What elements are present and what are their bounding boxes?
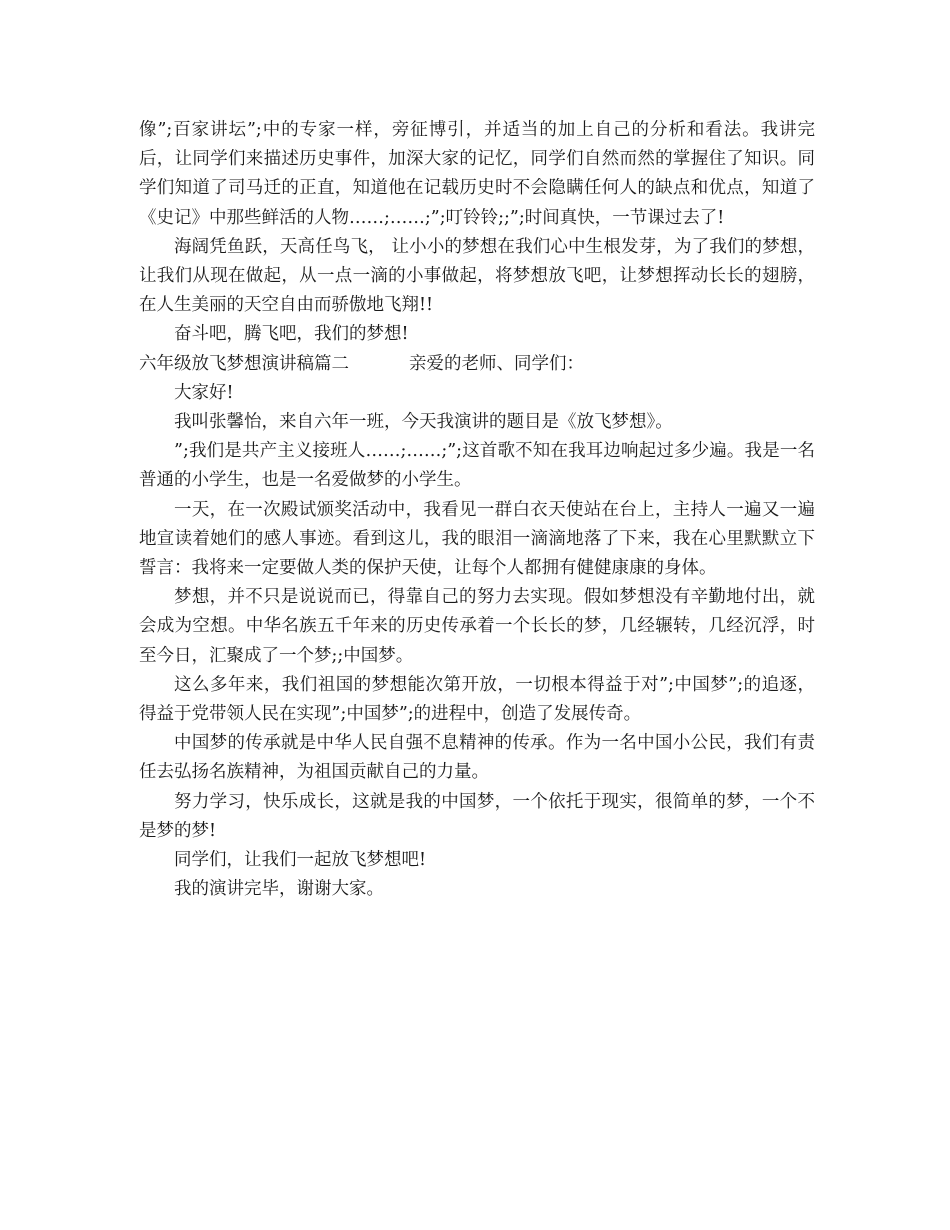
section-heading (139, 350, 815, 379)
paragraph: 努力学习，快乐成长，这就是我的中国梦，一个依托于现实，很简单的梦，一个不是梦的梦! (139, 791, 815, 841)
paragraph: 像”;百家讲坛”;中的专家一样，旁征博引，并适当的加上自己的分析和看法。我讲完后，让同学们来描述历史事件，加深大家的记忆，同学们自然而然的掌握住了知识。同学们知道了司马迁的正直，知道他在记载历史时不会隐瞒任何人的缺点和优点，知道了《史记》中那些鲜活的人物……;……;”;叮铃铃;;”;时间真快，一节课过去了! (139, 120, 815, 228)
paragraph: 我的演讲完毕，谢谢大家。 (174, 879, 384, 900)
section-title: 六年级放飞梦想演讲稿篇二 (139, 353, 349, 374)
paragraph: 大家好! (174, 382, 234, 403)
document-body (139, 116, 815, 904)
paragraph: 中国梦的传承就是中华人民自强不息精神的传承。作为一名中国小公民，我们有责任去弘扬名族精神，为祖国贡献自己的力量。 (139, 733, 815, 783)
paragraph: 一天，在一次殿试颁奖活动中，我看见一群白衣天使站在台上，主持人一遍又一遍地宣读着她们的感人事迹。看到这儿，我的眼泪一滴滴地落了下来，我在心里默默立下誓言：我将来一定要做人类的保护天使，让每个人都拥有健健康康的身体。 (139, 499, 815, 579)
paragraph: 我叫张馨怡，来自六年一班，今天我演讲的题目是《放飞梦想》。 (174, 412, 673, 433)
salutation: 亲爱的老师、同学们： (409, 353, 584, 374)
paragraph: 奋斗吧，腾飞吧，我们的梦想! (174, 324, 409, 345)
paragraph: ”;我们是共产主义接班人……;……;”;这首歌不知在我耳边响起过多少遍。我是一名普通的小学生，也是一名爱做梦的小学生。 (139, 441, 815, 491)
paragraph: 这么多年来，我们祖国的梦想能次第开放，一切根本得益于对”;中国梦”;的追逐，得益于党带领人民在实现”;中国梦”;的进程中，创造了发展传奇。 (139, 674, 815, 725)
paragraph: 同学们，让我们一起放飞梦想吧! (174, 850, 427, 871)
paragraph: 海阔凭鱼跃，天高任鸟飞， 让小小的梦想在我们心中生根发芽，为了我们的梦想，让我们从现在做起，从一点一滴的小事做起，将梦想放飞吧，让梦想挥动长长的翅膀，在人生美丽的天空自由而骄傲地飞翔!! (139, 236, 815, 316)
paragraph: 梦想，并不只是说说而已，得靠自己的努力去实现。假如梦想没有辛勤地付出，就会成为空想。中华名族五千年来的历史传承着一个长长的梦，几经辗转，几经沉浮，时至今日，汇聚成了一个梦;;中国梦。 (139, 587, 815, 666)
